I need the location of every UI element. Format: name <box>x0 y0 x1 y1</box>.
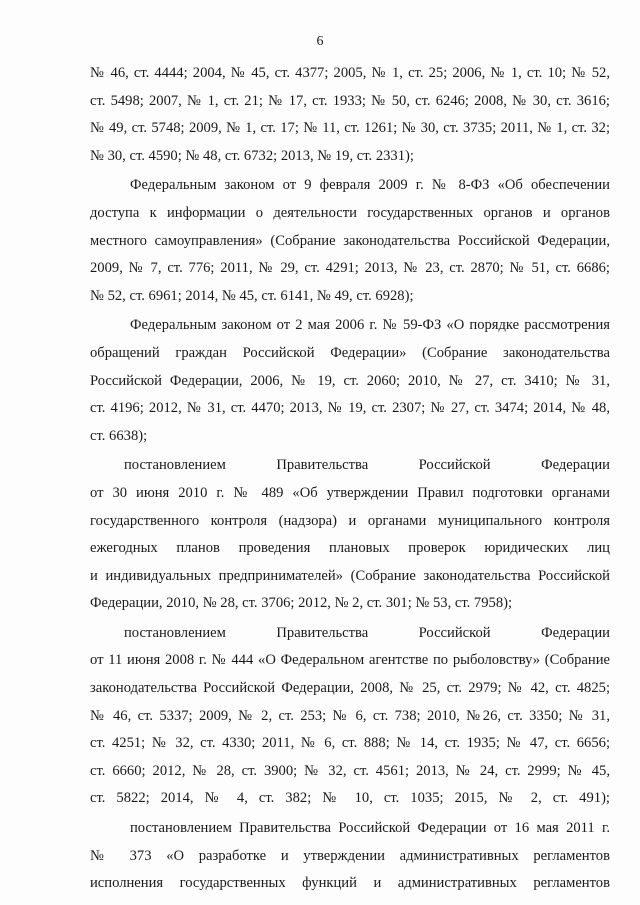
text-line: обращений граждан Российской Федерации» (Собрание законодательства <box>90 344 610 361</box>
text-line: ст. 5822; 2014, № 4, ст. 382; № 10, ст. 1035; 2015, № 2, ст. 491); <box>90 790 610 807</box>
text-line: постановлением Правительства Российской Федерации <box>124 457 610 474</box>
text-line: ст. 4196; 2012, № 31, ст. 4470; 2013, № 19, ст. 2307; № 27, ст. 3474; 2014, № 48, <box>90 400 610 417</box>
text-line: № 46, ст. 4444; 2004, № 45, ст. 4377; 2005, № 1, ст. 25; 2006, № 1, ст. 10; № 52, <box>90 65 610 81</box>
document-body <box>90 60 610 898</box>
text-line: постановлением Правительства Российской Федерации <box>124 624 610 641</box>
text-line: законодательства Российской Федерации, 2008, № 25, ст. 2979; № 42, ст. 4825; <box>90 680 610 697</box>
text-line: от 11 июня 2008 г. № 444 «О Федеральном агентстве по рыболовству» (Собрание <box>90 652 610 669</box>
text-line: № 30, ст. 4590; № 48, ст. 6732; 2013, № 19, ст. 2331); <box>90 147 414 164</box>
text-line: исполнения государственных функций и административных регламентов <box>90 875 610 892</box>
text-line: 2009, № 7, ст. 776; 2011, № 29, ст. 4291; 2013, № 23, ст. 2870; № 51, ст. 6686; <box>90 260 610 277</box>
text-line: ст. 6638); <box>90 427 148 444</box>
text-line: ежегодных планов проведения плановых проверок юридических лиц <box>90 540 610 557</box>
text-line: ст. 5498; 2007, № 1, ст. 21; № 17, ст. 1933; № 50, ст. 6246; 2008, № 30, ст. 3616; <box>90 92 610 109</box>
text-line: № 52, ст. 6961; 2014, № 45, ст. 6141, № 49, ст. 6928); <box>90 287 414 304</box>
text-line: доступа к информации о деятельности государственных органов и органов <box>90 204 610 221</box>
text-line: Российской Федерации, 2006, № 19, ст. 2060; 2010, № 27, ст. 3410; № 31, <box>90 372 610 389</box>
text-line: № 49, ст. 5748; 2009, № 1, ст. 17; № 11, ст. 1261; № 30, ст. 3735; 2011, № 1, ст. 32; <box>90 120 610 137</box>
text-line: Федеральным законом от 2 мая 2006 г. № 59-ФЗ «О порядке рассмотрения <box>130 317 610 334</box>
text-line: Федерации, 2010, № 28, ст. 3706; 2012, № 2, ст. 301; № 53, ст. 7958); <box>90 595 513 612</box>
text-line: ст. 6660; 2012, № 28, ст. 3900; № 32, ст. 4561; 2013, № 24, ст. 2999; № 45, <box>90 762 610 779</box>
text-line: № 373 «О разработке и утверждении административных регламентов <box>90 847 610 864</box>
text-line: и индивидуальных предпринимателей» (Собрание законодательства Российской <box>90 567 610 584</box>
page-number: 6 <box>316 34 324 49</box>
text-line: государственного контроля (надзора) и органами муниципального контроля <box>90 512 610 529</box>
text-line: постановлением Правительства Российской Федерации от 16 мая 2011 г. <box>130 820 610 837</box>
text-line: Федеральным законом от 9 февраля 2009 г. № 8-ФЗ «Об обеспечении <box>130 177 610 194</box>
text-line: местного самоуправления» (Собрание законодательства Российской Федерации, <box>90 232 610 249</box>
text-line: № 46, ст. 5337; 2009, № 2, ст. 253; № 6, ст. 738; 2010, №26, ст. 3350; № 31, <box>90 707 610 724</box>
text-line: ст. 4251; № 32, ст. 4330; 2011, № 6, ст. 888; № 14, ст. 1935; № 47, ст. 6656; <box>90 735 610 752</box>
text-line: от 30 июня 2010 г. № 489 «Об утверждении Правил подготовки органами <box>90 484 610 501</box>
